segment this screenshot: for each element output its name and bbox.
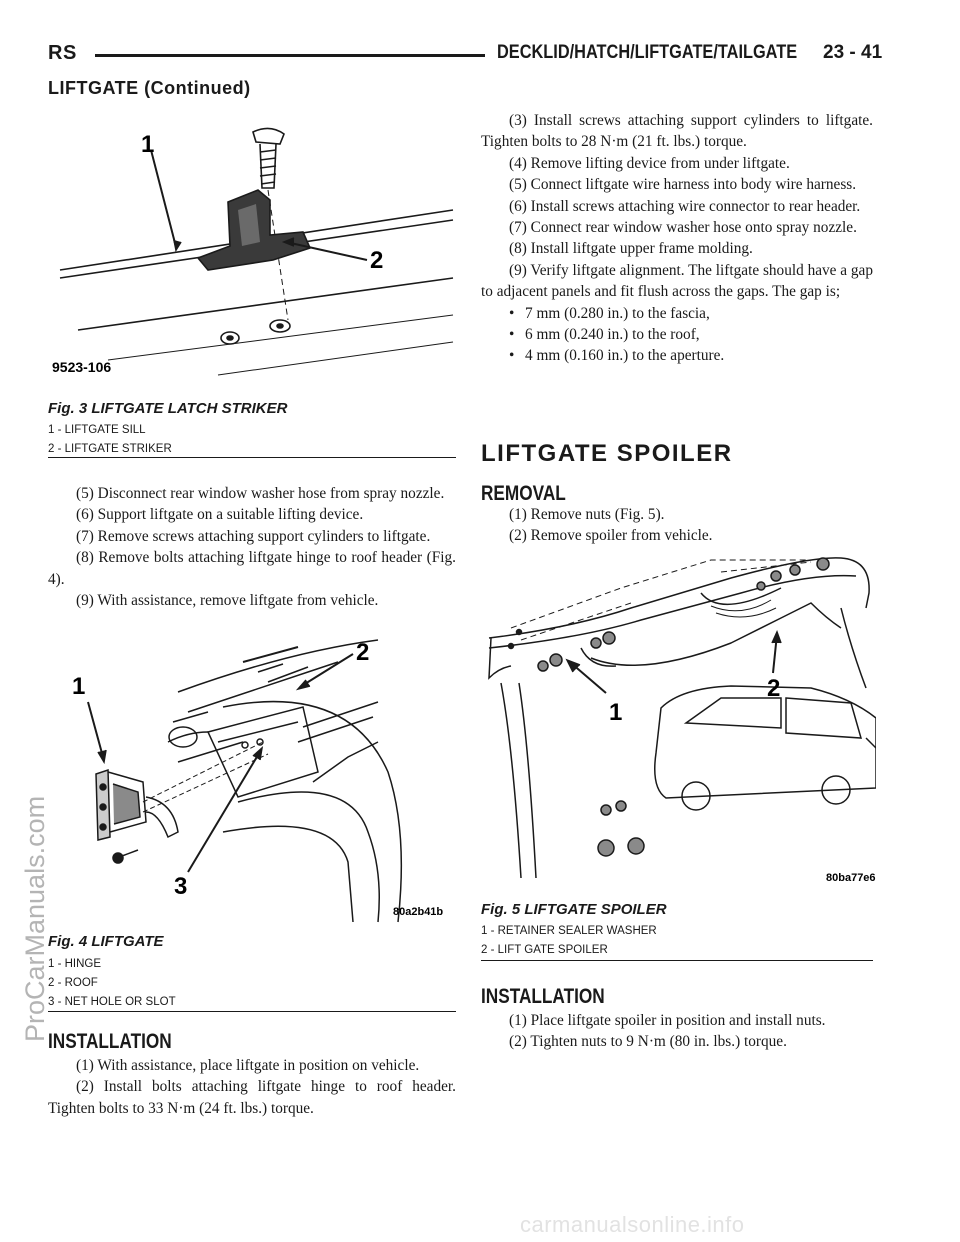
step: (7) Remove screws attaching support cylinders to liftgate. bbox=[76, 527, 431, 545]
callout-2: 2 bbox=[767, 675, 781, 702]
spoiler-illustration bbox=[481, 548, 876, 893]
art-code: 80ba77e6 bbox=[826, 872, 876, 884]
bullet-icon: • bbox=[509, 304, 515, 322]
figure-legend bbox=[481, 922, 657, 960]
side-watermark bbox=[14, 512, 54, 1052]
step: (8) Remove bolts attaching liftgate hinge to roof header (Fig. 4). bbox=[48, 549, 456, 588]
figure-liftgate-spoiler bbox=[481, 548, 876, 893]
callout-1: 1 bbox=[609, 699, 623, 726]
legend-item: 2 - LIFT GATE SPOILER bbox=[481, 944, 608, 956]
step: (4) Remove lifting device from under liftgate. bbox=[509, 154, 790, 172]
removal-heading: REMOVAL bbox=[481, 482, 566, 505]
step: (7) Connect rear window washer hose onto spray nozzle. bbox=[509, 219, 857, 237]
gap-text: 7 mm (0.280 in.) to the fascia, bbox=[525, 304, 710, 322]
header-rule bbox=[95, 54, 485, 57]
gap-text: 4 mm (0.160 in.) to the aperture. bbox=[525, 347, 725, 365]
callout-2: 2 bbox=[370, 247, 384, 274]
gap-text: 6 mm (0.240 in.) to the roof, bbox=[525, 326, 700, 344]
installation-heading: INSTALLATION bbox=[48, 1030, 172, 1053]
legend-item: 1 - LIFTGATE SILL bbox=[48, 424, 146, 436]
step: (2) Install bolts attaching liftgate hinge to roof header. Tighten bolts to 33 N·m (24 ft. lbs.) torque. bbox=[48, 1078, 456, 1117]
callout-2: 2 bbox=[356, 639, 370, 666]
step: (9) Verify liftgate alignment. The liftgate should have a gap to adjacent panels and fit flush across the gaps. The gap is; bbox=[481, 261, 873, 301]
page-number: 23 - 41 bbox=[823, 42, 883, 63]
step: (1) Remove nuts (Fig. 5). bbox=[509, 506, 665, 523]
continued-heading: LIFTGATE (Continued) bbox=[48, 78, 251, 98]
legend-item: 3 - NET HOLE OR SLOT bbox=[48, 996, 176, 1008]
step: (1) Place liftgate spoiler in position and install nuts. bbox=[509, 1012, 826, 1029]
figure-caption: Fig. 4 LIFTGATE bbox=[48, 933, 164, 950]
liftgate-illustration bbox=[48, 632, 458, 924]
step: (6) Support liftgate on a suitable lifting device. bbox=[76, 506, 364, 524]
figure-divider bbox=[481, 960, 873, 961]
callout-3: 3 bbox=[174, 873, 188, 900]
spoiler-section-heading: LIFTGATE SPOILER bbox=[481, 440, 733, 467]
figure-liftgate bbox=[48, 632, 458, 924]
removal-steps bbox=[481, 504, 873, 547]
art-code: 9523-106 bbox=[52, 359, 112, 375]
figure-divider bbox=[48, 457, 456, 458]
callout-1: 1 bbox=[141, 131, 155, 158]
chapter-title: DECKLID/HATCH/LIFTGATE/TAILGATE bbox=[497, 42, 798, 63]
step: (2) Tighten nuts to 9 N·m (80 in. lbs.) torque. bbox=[509, 1033, 787, 1051]
bullet-icon: • bbox=[509, 326, 515, 344]
figure-legend bbox=[48, 955, 176, 1012]
bullet-icon: • bbox=[509, 347, 515, 365]
latch-striker-illustration bbox=[48, 110, 458, 395]
step: (9) With assistance, remove liftgate from vehicle. bbox=[76, 592, 379, 610]
callout-1: 1 bbox=[72, 673, 86, 700]
step: (5) Disconnect rear window washer hose from spray nozzle. bbox=[76, 485, 445, 502]
legend-item: 1 - RETAINER SEALER WASHER bbox=[481, 925, 657, 937]
art-code: 80a2b41b bbox=[393, 906, 444, 918]
installation-steps-continued bbox=[481, 110, 873, 367]
step: (2) Remove spoiler from vehicle. bbox=[509, 527, 713, 545]
side-watermark-text: ProCarManuals.com bbox=[20, 795, 50, 1042]
legend-item: 1 - HINGE bbox=[48, 958, 102, 970]
legend-item: 2 - LIFTGATE STRIKER bbox=[48, 443, 172, 455]
footer-watermark: carmanualsonline.info bbox=[520, 1212, 745, 1237]
figure-divider bbox=[48, 1011, 456, 1012]
installation-heading: INSTALLATION bbox=[481, 985, 605, 1008]
installation-steps bbox=[481, 1010, 873, 1053]
figure-caption: Fig. 3 LIFTGATE LATCH STRIKER bbox=[48, 400, 288, 417]
gap-item bbox=[481, 345, 873, 366]
step: (8) Install liftgate upper frame molding. bbox=[509, 240, 753, 258]
step: (5) Connect liftgate wire harness into body wire harness. bbox=[509, 176, 857, 194]
gap-item bbox=[481, 303, 873, 324]
gap-item bbox=[481, 324, 873, 345]
legend-item: 2 - ROOF bbox=[48, 977, 98, 989]
section-code: RS bbox=[48, 42, 77, 64]
removal-steps-continued bbox=[48, 483, 456, 611]
figure-caption: Fig. 5 LIFTGATE SPOILER bbox=[481, 901, 667, 918]
step: (6) Install screws attaching wire connector to rear header. bbox=[509, 197, 861, 215]
figure-legend bbox=[48, 421, 172, 459]
installation-steps bbox=[48, 1055, 456, 1119]
step: (1) With assistance, place liftgate in position on vehicle. bbox=[76, 1057, 420, 1074]
step: (3) Install screws attaching support cylinders to liftgate. Tighten bolts to 28 N·m (21 ft. lbs.) torque. bbox=[481, 112, 873, 151]
figure-latch-striker bbox=[48, 110, 458, 395]
